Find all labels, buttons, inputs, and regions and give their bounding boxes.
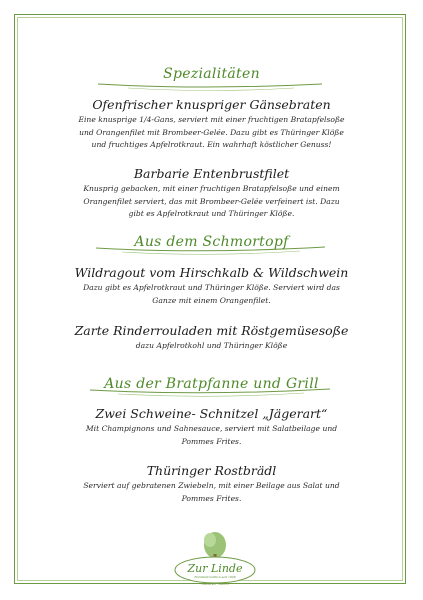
dish-description: Serviert auf gebratenen Zwiebeln, mit einer Beilage aus Salat und Pommes Frites. [83,481,340,503]
dish-name: Barbarie Entenbrustfilet [133,166,290,181]
dish-item [60,463,363,505]
dish-item [60,323,363,353]
dish-description: Eine knusprige 1/4-Gans, serviert mit einer fruchtigen Bratapfelsoße und Orangenfilet mit Brombeer-Gelée. Dazu gibt es Thüringer Klöße und fruchtiges Apfelrotkraut. Ein wahrhaft köstlicher Genuss! [78,115,345,149]
dish-description: Dazu gibt es Apfelrotkraut und Thüringer Klöße. Serviert wird das Ganze mit einem Orangenfilet. [83,283,340,305]
dish-item [60,406,363,448]
restaurant-logo [172,528,258,588]
dish-item [60,166,363,221]
dish-item [60,265,363,307]
logo-tagline: Familientradition seit 1926 [194,575,236,579]
dish-name: Zwei Schweine- Schnitzel „Jägerart“ [95,406,328,421]
section-heading-braised [0,232,423,266]
section-title: Aus der Bratpfanne und Grill [104,376,319,392]
section-heading-specialties [0,64,423,98]
dish-name: Wildragout vom Hirschkalb & Wildschwein [74,265,349,280]
dish-description: Knusprig gebacken, mit einer fruchtigen Bratapfelsoße und einem Orangenfilet serviert, das mit Brombeer-Gelée verfeinert ist. Dazu gibt es Apfelrotkraut und Thüringer Klöße. [83,184,340,218]
dish-item [60,97,363,152]
dish-description: Mit Champignons und Sahnesauce, serviert mit Salatbeilage und Pommes Frites. [85,424,338,446]
dish-name: Thüringer Rostbrädl [146,463,277,478]
section-title: Aus dem Schmortopf [134,234,289,250]
section-heading-grill [0,374,423,408]
dish-name: Ofenfrischer knuspriger Gänsebraten [92,97,331,112]
dish-name: Zarte Rinderrouladen mit Röstgemüsesoße [74,323,349,338]
logo-name: Zur Linde [187,562,243,575]
logo-subline: Restaurant · Gasthof [201,583,229,586]
dish-description: dazu Apfelrotkohl und Thüringer Klöße [135,341,288,350]
section-title: Spezialitäten [163,66,260,82]
